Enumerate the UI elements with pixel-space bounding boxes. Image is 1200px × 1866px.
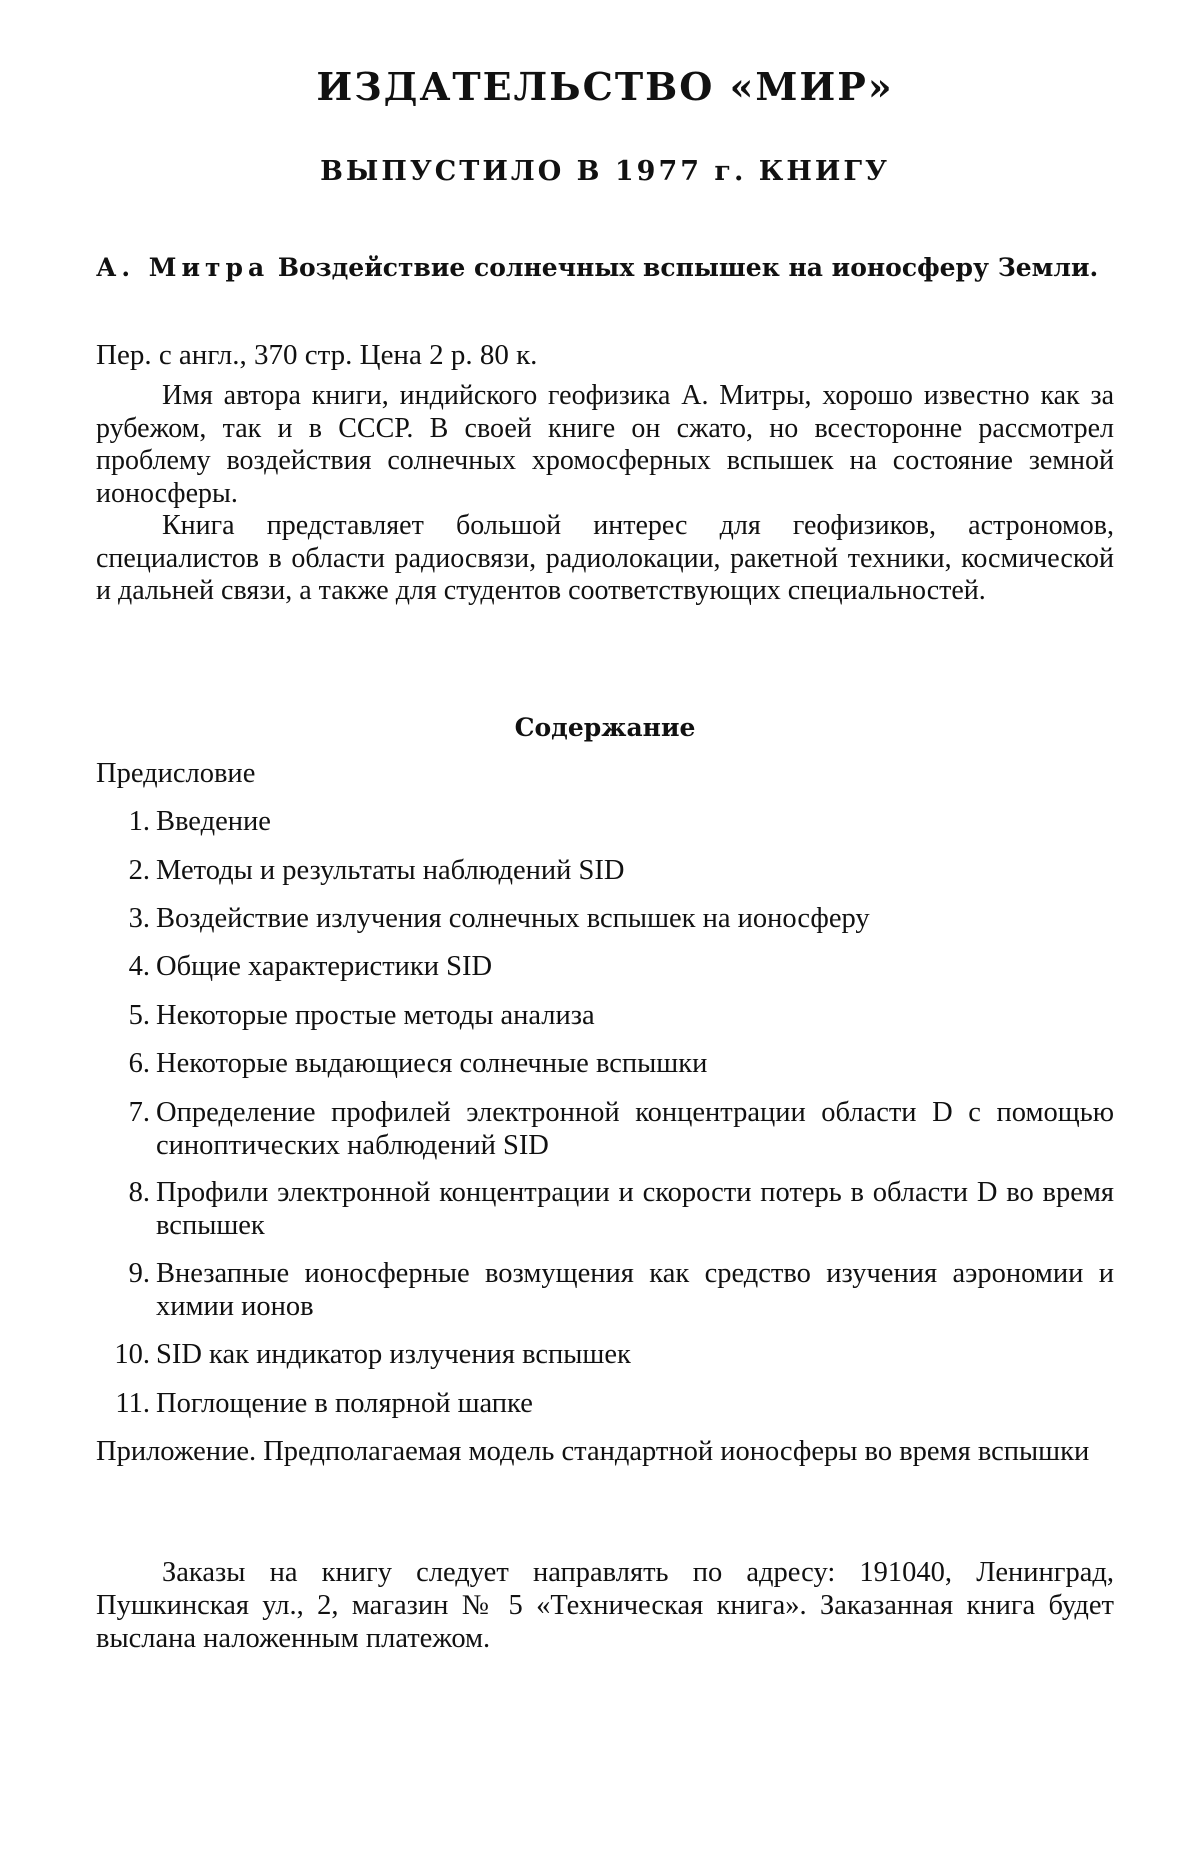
book-description bbox=[96, 380, 1114, 608]
book-heading bbox=[96, 250, 1114, 286]
toc-item-title: Воздействие излучения солнечных вспышек на ионосферу bbox=[156, 903, 870, 934]
document-page bbox=[96, 0, 1114, 1866]
toc-item-number: 3. bbox=[128, 903, 150, 934]
toc-item-title: Методы и результаты наблюдений SID bbox=[156, 855, 625, 886]
toc-item-number: 7. bbox=[128, 1097, 150, 1128]
toc-item-number: 11. bbox=[115, 1388, 150, 1419]
release-line: ВЫПУСТИЛО В 1977 г. КНИГУ bbox=[320, 156, 890, 187]
toc-item-title: Введение bbox=[156, 806, 271, 837]
toc-item-number: 1. bbox=[128, 806, 150, 837]
contents-heading: Содержание bbox=[514, 713, 696, 742]
toc-item-title: Профили электронной концентрации и скорости потерь в области D во время вспышек bbox=[156, 1177, 1114, 1241]
toc-item-number: 9. bbox=[128, 1258, 150, 1289]
toc-item-number: 8. bbox=[128, 1177, 150, 1208]
toc-item-title: Некоторые выдающиеся солнечные вспышки bbox=[156, 1048, 708, 1079]
toc-appendix-title: Приложение. Предполагаемая модель стандартной ионосферы во время вспышки bbox=[96, 1436, 1090, 1467]
description-paragraph: Имя автора книги, индийского геофизика А. Митры, хорошо известно как за рубежом, так и в СССР. В своей книге он сжато, но всесторонне рассмотрел проблему воздействия солнечных хромосферных вспышек на состояние земной ионосферы. bbox=[96, 380, 1114, 509]
toc-item-title: Поглощение в полярной шапке bbox=[156, 1388, 533, 1419]
description-paragraph: Книга представляет большой интерес для геофизиков, астрономов, специалистов в области радиосвязи, радиолокации, ракетной техники, космической и дальней связи, а также для студентов соответствующих специальностей. bbox=[96, 510, 1114, 606]
toc-item-number: 2. bbox=[128, 855, 150, 886]
toc-item-title: Некоторые простые методы анализа bbox=[156, 1000, 595, 1031]
toc-item-title: Внезапные ионосферные возмущения как средство изучения аэрономии и химии ионов bbox=[156, 1258, 1114, 1322]
toc-item-number: 6. bbox=[128, 1048, 150, 1079]
toc-item-number: 10. bbox=[114, 1339, 150, 1370]
publisher-heading: ИЗДАТЕЛЬСТВО «МИР» bbox=[316, 64, 894, 109]
toc-preface-title: Предисловие bbox=[96, 758, 256, 789]
toc-item-title: Общие характеристики SID bbox=[156, 951, 493, 982]
toc-item-number: 5. bbox=[128, 1000, 150, 1031]
publication-info: Пер. с англ., 370 стр. Цена 2 р. 80 к. bbox=[96, 339, 538, 371]
book-title: Воздействие солнечных вспышек на ионосферу Земли. bbox=[277, 253, 1099, 282]
toc-item-title: Определение профилей электронной концентрации области D с помощью синоптических наблюдений SID bbox=[156, 1097, 1114, 1161]
toc-item-title: SID как индикатор излучения вспышек bbox=[156, 1339, 631, 1370]
book-author: А. Митра bbox=[96, 253, 270, 282]
order-instructions: Заказы на книгу следует направлять по адресу: 191040, Ленинград, Пушкинская ул., 2, магазин № 5 «Техническая книга». Заказанная книга будет выслана наложенным платежом. bbox=[96, 1557, 1114, 1654]
toc-item-number: 4. bbox=[128, 951, 150, 982]
book-title-separator bbox=[269, 253, 278, 282]
